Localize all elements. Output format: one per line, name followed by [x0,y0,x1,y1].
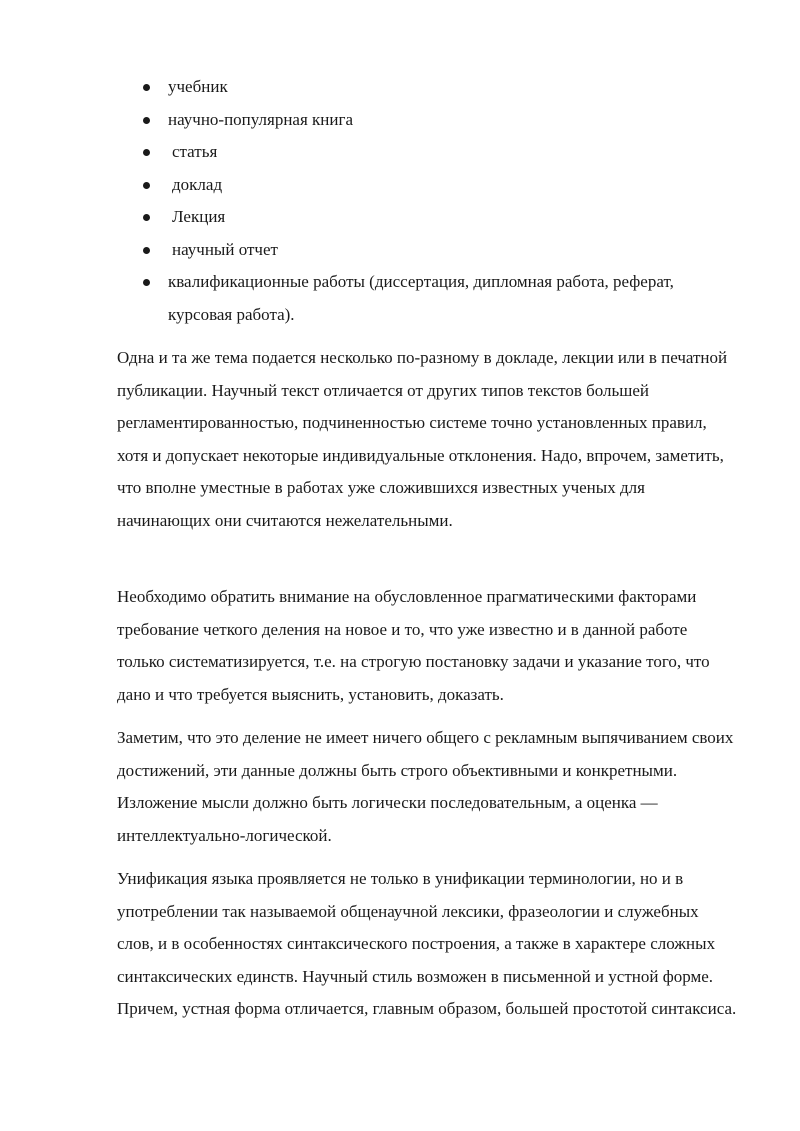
list-item [0,266,730,331]
bullet-icon [143,279,150,286]
genre-list [0,71,800,331]
body-paragraph: Одна и та же тема подается несколько по-разному в докладе, лекции или в печатной публикации. Научный текст отличается от других типов текстов большей регламентированностью, подчиненностью системе точно установленных правил, хотя и допускает некоторые индивидуальные отклонения. Надо, впрочем, заметить, что вполне уместные в работах уже сложившихся известных ученых для начинающих они считаются нежелательными. [117,348,728,530]
body-paragraph: Необходимо обратить внимание на обусловленное прагматическими факторами требование четкого деления на новое и то, что уже известно и в данной работе только систематизируется, т.е. на строгую постановку задачи и указание того, что дано и что требуется выяснить, установить, доказать. [117,587,710,704]
bullet-icon [143,149,150,156]
bullet-icon [143,84,150,91]
list-item-text: научный отчет [172,239,278,259]
list-item [0,71,730,104]
list-item-text: доклад [172,174,223,194]
bullet-icon [143,214,150,221]
bullet-icon [143,182,150,189]
list-item [0,104,730,137]
list-item [0,234,730,267]
list-item-text: квалификационные работы (диссертация, дипломная работа, реферат, курсовая работа). [168,272,674,324]
list-item-text: научно-популярная книга [168,109,354,129]
list-item-text: Лекция [172,207,226,226]
list-item [0,201,730,234]
body-paragraph: Унификация языка проявляется не только в унификации терминологии, но и в употреблении так называемой общенаучной лексики, фразеологии и служебных слов, и в особенностях синтаксического построения, а также в характере сложных синтаксических единств. Научный стиль возможен в письменной и устной форме. Причем, устная форма отличается, главным образом, большей простотой синтаксиса. [117,869,737,1018]
list-item-text: учебник [168,77,228,96]
bullet-icon [143,117,150,124]
list-item [0,169,730,202]
list-item-text: статья [172,142,218,161]
body-paragraph: Заметим, что это деление не имеет ничего общего с рекламным выпячиванием своих достижений, эти данные должны быть строго объективными и конкретными. Изложение мысли должно быть логически последовательным, а оценка —интеллектуально-логической. [117,728,734,845]
bullet-icon [143,247,150,254]
list-item [0,136,730,169]
